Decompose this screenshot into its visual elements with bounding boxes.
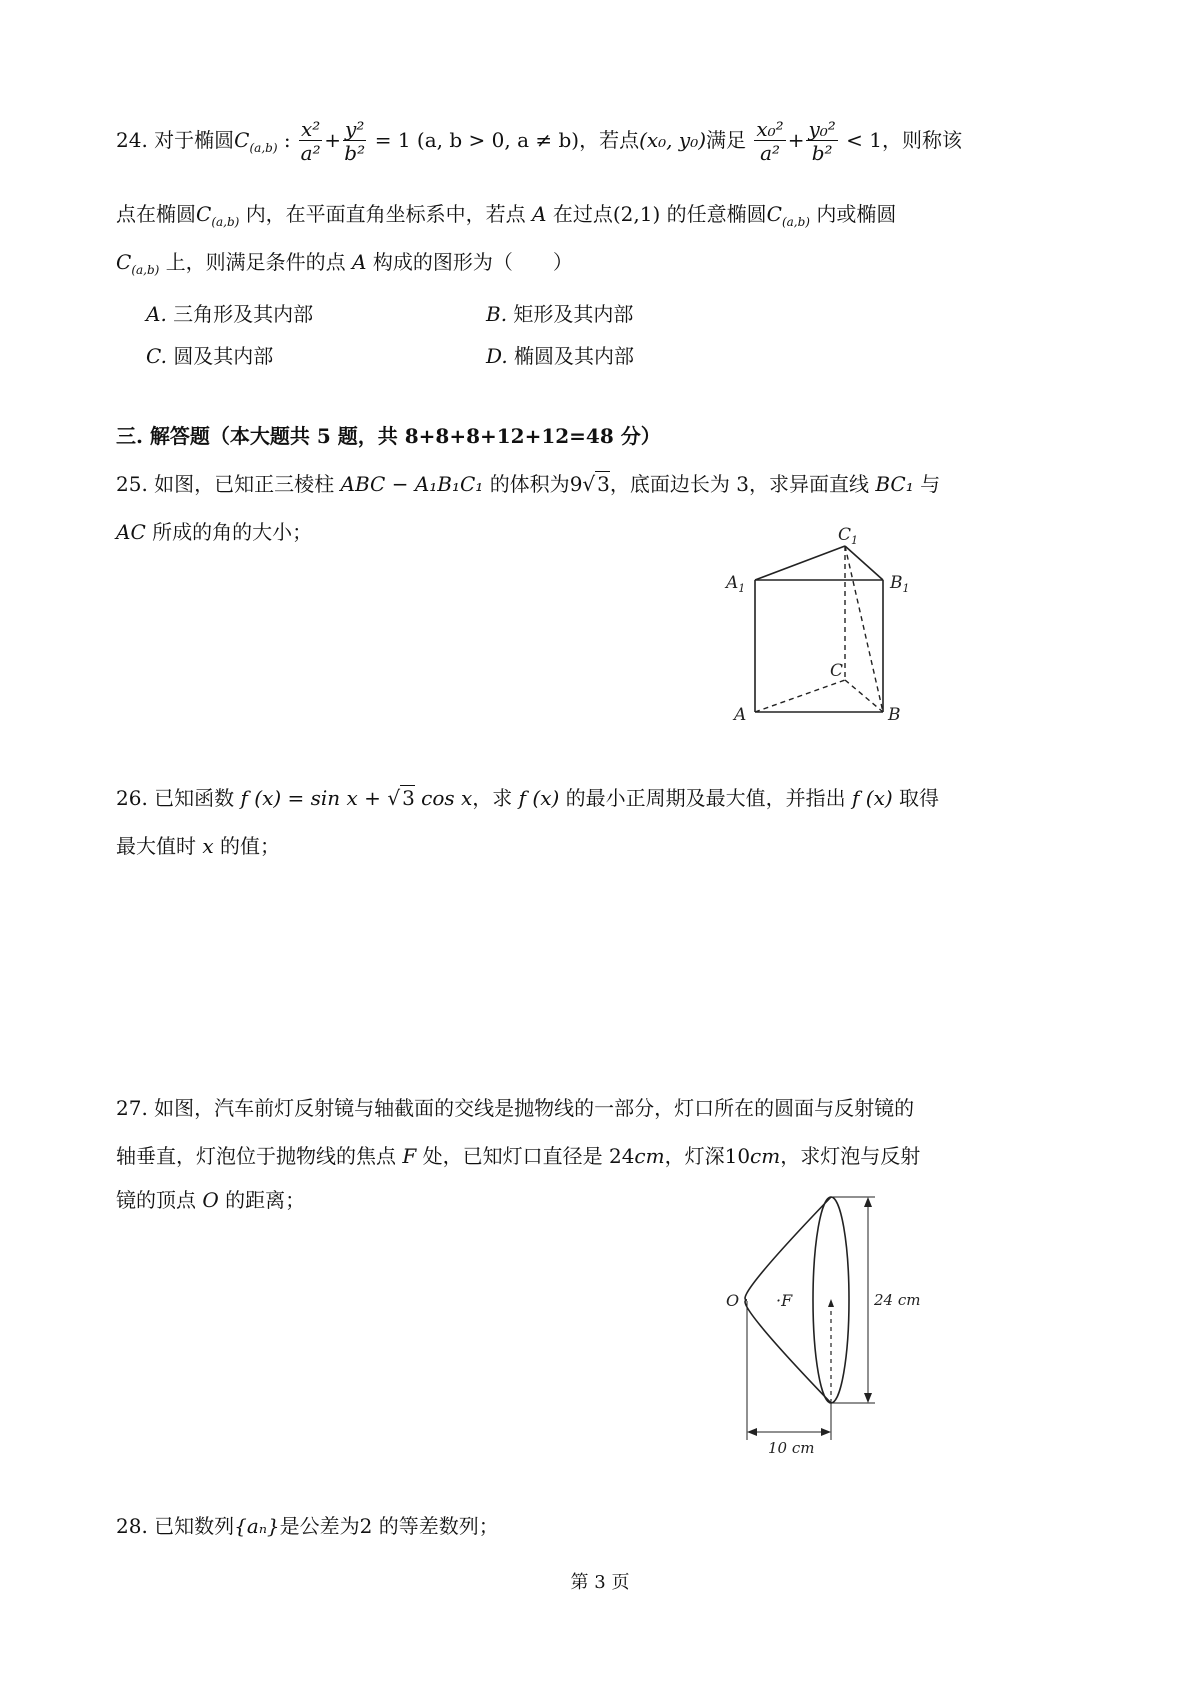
label-a: A	[734, 705, 747, 725]
arrowheads	[747, 1197, 872, 1436]
q26-line-2	[116, 830, 280, 859]
point-text: (x₀, y₀)	[639, 128, 707, 152]
point-a: A	[532, 202, 547, 226]
q28-line-1	[116, 1510, 499, 1539]
unit: cm	[634, 1144, 665, 1168]
label-diameter: 24 cm	[874, 1291, 920, 1309]
arrow-left	[747, 1428, 757, 1436]
option-text: 椭圆及其内部	[514, 344, 635, 368]
text: 如图，汽车前灯反射镜与轴截面的交线是抛物线的一部分，灯口所在的圆面与反射镜的	[154, 1096, 915, 1120]
text: 轴垂直，灯泡位于抛物线的焦点	[116, 1144, 396, 1168]
option-c	[146, 340, 273, 369]
segment-bc1: BC₁	[875, 472, 914, 496]
equation-text: = 1 (a, b > 0, a ≠ b)	[374, 128, 580, 152]
text: 是公差为	[279, 1514, 360, 1538]
vertex-o: O	[202, 1188, 219, 1212]
label-depth: 10 cm	[768, 1439, 815, 1455]
subscript: (a,b)	[249, 141, 278, 155]
function-symbol: f (x)	[518, 786, 560, 810]
label-f: ·F	[776, 1291, 793, 1310]
q27-line-2	[116, 1140, 920, 1169]
q26-line-1: 26. 已知函数 f (x) = sin x + √ 3 cos x，求 f (x) 的最小正周期及最大值，并指出 f (x) 取得	[116, 786, 940, 810]
q27-line-3	[116, 1184, 305, 1213]
prism-figure	[720, 520, 920, 730]
option-d	[486, 340, 634, 369]
ellipse-symbol: C	[116, 250, 132, 274]
option-text: 圆及其内部	[173, 344, 274, 368]
text: +	[787, 128, 805, 152]
label-c: C	[830, 661, 844, 681]
fraction-y02-b2	[806, 118, 837, 165]
q25-line-1: 25. 如图，已知正三棱柱 ABC − A₁B₁C₁ 的体积为9√ 3，底面边长为 3，求异面直线 BC₁ 与	[116, 472, 941, 496]
unit: cm	[750, 1144, 781, 1168]
numerator: y²	[345, 117, 365, 141]
option-a	[146, 298, 313, 327]
text: 处，已知灯口直径是	[422, 1144, 603, 1168]
text: :	[283, 128, 291, 152]
sequence-symbol: {aₙ}	[234, 1514, 280, 1538]
text: 所成的角的大小；	[152, 520, 313, 544]
volume-radicand: 3	[597, 472, 610, 496]
arrow-up	[864, 1197, 872, 1207]
prism-name: ABC − A₁B₁C₁	[340, 472, 484, 496]
text: 对于椭圆	[154, 128, 235, 152]
numerator: x₀²	[756, 117, 784, 141]
numerator: y₀²	[808, 117, 836, 141]
text: 最大值时	[116, 834, 196, 858]
q24-line-1	[116, 118, 962, 165]
subscript: (a,b)	[211, 215, 240, 229]
question-number: 27.	[116, 1096, 148, 1120]
text: < 1	[846, 128, 883, 152]
denominator: a²	[300, 141, 321, 165]
label-b1: $B_1$	[890, 573, 910, 595]
fraction-x2-a2	[299, 118, 322, 165]
ellipse-symbol: C	[196, 202, 212, 226]
section-heading: 三. 解答题（本大题共 5 题，共 8+8+8+12+12=48 分）	[116, 424, 661, 448]
text: 与	[920, 472, 941, 496]
label-o: O	[726, 1291, 740, 1310]
text: 内，在平面直角坐标系中，若点	[245, 202, 526, 226]
edge-a1c1	[755, 546, 845, 580]
label-c1: $C_1$	[838, 525, 859, 547]
common-difference: 2	[359, 1514, 373, 1538]
arrow-inner	[828, 1299, 834, 1307]
text: 满足	[706, 128, 747, 152]
ellipse-symbol: C	[766, 202, 782, 226]
text: ，求灯泡与反射	[780, 1144, 921, 1168]
question-number: 25.	[116, 472, 148, 496]
segment-bc1-dashed	[845, 546, 883, 712]
text: 如图，已知正三棱柱	[154, 472, 335, 496]
text: 的值；	[220, 834, 280, 858]
diameter-value: 24	[608, 1144, 635, 1168]
option-letter: B.	[486, 302, 508, 326]
q24-line-2	[116, 198, 896, 229]
text: 取得	[899, 786, 940, 810]
text: 镜的顶点	[116, 1188, 196, 1212]
subscript: (a,b)	[131, 263, 160, 277]
denominator: b²	[811, 141, 833, 165]
text: 在过点	[552, 202, 613, 226]
text: 的等差数列；	[378, 1514, 499, 1538]
segment-ac: AC	[116, 520, 146, 544]
text: ，求	[472, 786, 513, 810]
page-number: 第 3 页	[570, 1572, 630, 1593]
option-b	[486, 298, 633, 327]
point-text: (2,1)	[612, 202, 661, 226]
denominator: a²	[760, 141, 781, 165]
text: ，灯深	[664, 1144, 725, 1168]
q25-line-2	[116, 516, 312, 545]
depth-value: 10	[724, 1144, 751, 1168]
numerator: x²	[300, 117, 321, 141]
option-letter: D.	[486, 344, 508, 368]
option-letter: A.	[146, 302, 167, 326]
text: 构成的图形为（ ）	[372, 250, 573, 274]
headlight-figure	[720, 1185, 920, 1455]
text: 的任意椭圆	[666, 202, 767, 226]
function-symbol: f (x)	[852, 786, 893, 810]
option-letter: C.	[146, 344, 167, 368]
option-text: 矩形及其内部	[513, 302, 634, 326]
function-expression: f (x) = sin x +	[240, 786, 388, 810]
option-text: 三角形及其内部	[173, 302, 314, 326]
text: +	[324, 128, 342, 152]
arrow-right	[821, 1428, 831, 1436]
text: ，则称该	[882, 128, 963, 152]
edge-b1c1	[845, 546, 883, 580]
volume-coefficient: 9	[569, 472, 583, 496]
ellipse-symbol: C	[234, 128, 250, 152]
text: 内或椭圆	[816, 202, 897, 226]
text: 上，则满足条件的点	[165, 250, 346, 274]
edge-ac-dashed	[755, 680, 845, 712]
text: 的体积为	[489, 472, 570, 496]
sqrt-radicand: 3	[402, 786, 415, 810]
label-a1: $A_1$	[726, 573, 746, 595]
point-a: A	[352, 250, 367, 274]
text: 已知数列	[154, 1514, 235, 1538]
text: 已知函数	[154, 786, 235, 810]
text: ，底面边长为 3，求异面直线	[609, 472, 869, 496]
question-number: 24.	[116, 128, 148, 152]
question-number: 26.	[116, 786, 148, 810]
text: 点在椭圆	[116, 202, 196, 226]
question-number: 28.	[116, 1514, 148, 1538]
subscript: (a,b)	[781, 215, 810, 229]
variable-x: x	[202, 834, 214, 858]
denominator: b²	[344, 141, 366, 165]
text: ，若点	[579, 128, 640, 152]
edge-bc-dashed	[845, 680, 883, 712]
fraction-x02-a2	[754, 118, 785, 165]
fraction-y2-b2	[343, 118, 366, 165]
q24-line-3	[116, 246, 573, 277]
focus-f: F	[402, 1144, 417, 1168]
label-b: B	[888, 705, 901, 725]
arrow-down	[864, 1393, 872, 1403]
text: 的距离；	[225, 1188, 306, 1212]
text: 的最小正周期及最大值，并指出	[565, 786, 846, 810]
function-expression: cos x	[414, 786, 473, 810]
q27-line-1	[116, 1092, 914, 1121]
